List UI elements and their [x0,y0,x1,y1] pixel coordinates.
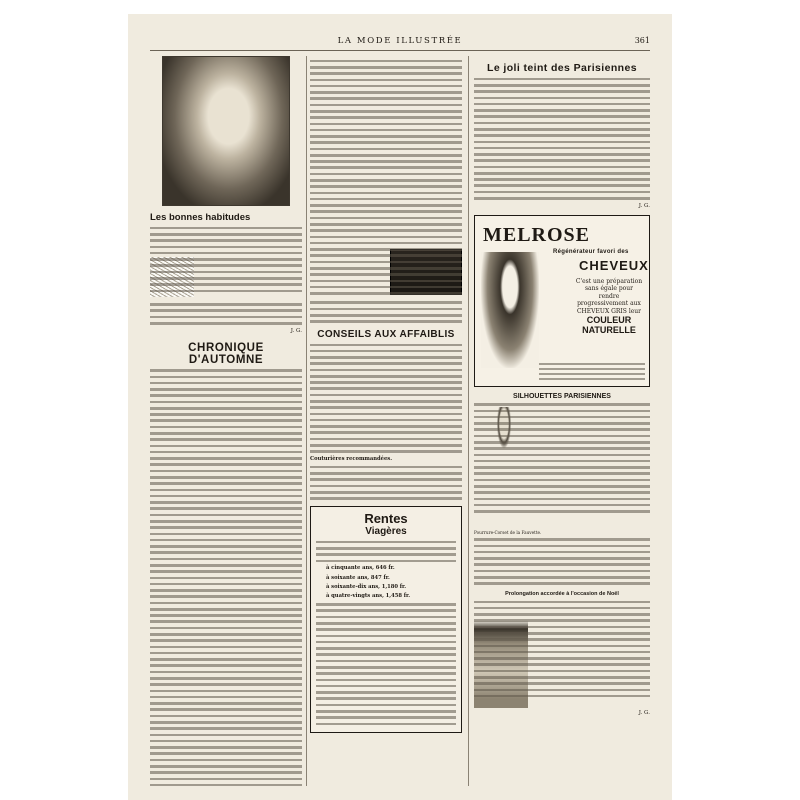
article-text [474,538,650,585]
rentes-body [316,603,456,725]
column-right [474,56,650,786]
ad-body: C'est une préparation sans égale pour rendre progressivement aux CHEVEUX GRIS leur COULEUR NATURELLE [575,277,643,336]
page-number: 361 [634,36,650,45]
article-text [474,78,650,200]
article-text [310,466,462,500]
column-divider [306,56,307,786]
heading-chronique: CHRONIQUE D'AUTOMNE [188,341,264,366]
article-text [474,601,650,610]
rentes-rate: à quatre-vingts ans, 1,458 fr. [326,593,411,600]
column-left [150,56,302,786]
article-text [310,60,462,245]
heading-conseils: CONSEILS AUX AFFAIBLIS [317,328,455,340]
column-middle [310,56,462,786]
melrose-advertisement [474,215,650,387]
rentes-title: Rentes [364,510,408,526]
rentes-rate: à cinquante ans, 646 fr. [326,565,395,572]
signature: J. G. [638,202,650,209]
magazine-page [128,14,672,800]
ad-brand: MELROSE [483,223,591,246]
article-text [310,301,462,322]
ad-couleur: COULEUR NATURELLE [582,315,636,336]
article-text [150,369,302,786]
column-divider [468,56,469,786]
rentes-intro [316,541,456,562]
heading-joli-teint: Le joli teint des Parisiennes [487,62,637,74]
masthead [128,36,672,50]
page-title: LA MODE ILLUSTRÉE [337,36,463,46]
article-text [150,303,302,324]
ad-cheveux: CHEVEUX [579,257,649,273]
heading-silhouettes: SILHOUETTES PARISIENNES [513,392,611,400]
ad-regenerateur: Régénérateur favori des [553,248,629,255]
child-portrait-photo [162,56,290,206]
signature: J. G. [290,327,302,334]
woman-portrait-illustration [481,252,539,368]
header-rule [150,50,650,51]
contrib-label: Couturières recommandées. [310,455,393,462]
heading-bonnes-habitudes: Les bonnes habitudes [150,212,251,223]
article-text [150,227,302,255]
signature: J. G. [638,710,650,717]
figure-caption: Pourrure-Corset de la Fauvette. [474,529,542,535]
rentes-viageres-box [310,506,462,733]
ad-footer [539,360,645,379]
rentes-subtitle: Viagères [365,525,407,537]
rentes-rate: à soixante-dix ans, 1,180 fr. [326,583,407,590]
heading-prolongation: Prolongation accordée à l'occasion de Noël [505,590,619,597]
article-text [310,344,462,453]
rentes-rate: à soixante ans, 847 fr. [326,574,390,581]
